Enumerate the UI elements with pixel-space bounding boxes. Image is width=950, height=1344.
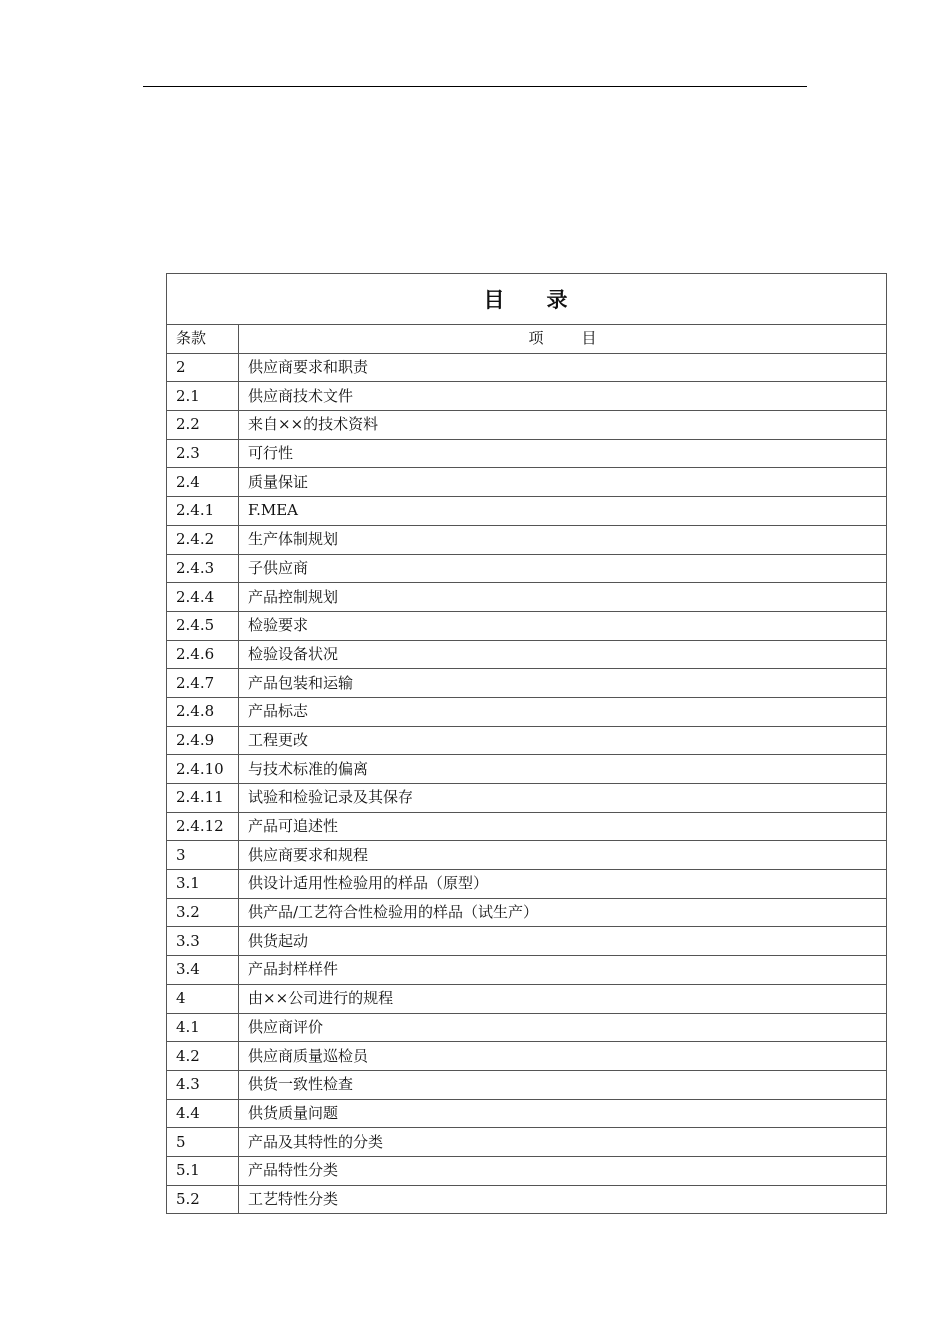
table-row <box>167 1070 887 1099</box>
table-row <box>167 525 887 554</box>
table-row <box>167 497 887 526</box>
clause-title: 生产体制规划 <box>239 525 887 554</box>
table-row <box>167 898 887 927</box>
clause-number: 2.4.8 <box>167 697 239 726</box>
clause-title: 工程更改 <box>239 726 887 755</box>
clause-title: 产品特性分类 <box>239 1156 887 1185</box>
clause-title: 供货起动 <box>239 927 887 956</box>
clause-number: 3.4 <box>167 956 239 985</box>
clause-number: 2.3 <box>167 439 239 468</box>
table-row <box>167 439 887 468</box>
clause-number: 4.4 <box>167 1099 239 1128</box>
table-row <box>167 726 887 755</box>
table-row <box>167 1128 887 1157</box>
toc-title-char-1: 目 <box>483 286 507 312</box>
clause-title: 供应商技术文件 <box>239 382 887 411</box>
clause-title: 检验设备状况 <box>239 640 887 669</box>
clause-number: 2.4.6 <box>167 640 239 669</box>
clause-title: 供设计适用性检验用的样品（原型） <box>239 870 887 899</box>
clause-number: 3.1 <box>167 870 239 899</box>
clause-title: 产品可追述性 <box>239 812 887 841</box>
clause-number: 4.3 <box>167 1070 239 1099</box>
clause-number: 4.1 <box>167 1013 239 1042</box>
column-header-item <box>239 325 887 354</box>
table-row <box>167 554 887 583</box>
clause-title: 产品及其特性的分类 <box>239 1128 887 1157</box>
table-row <box>167 611 887 640</box>
clause-title: 供产品/工艺符合性检验用的样品（试生产） <box>239 898 887 927</box>
clause-number: 5.2 <box>167 1185 239 1214</box>
clause-title: 供应商要求和规程 <box>239 841 887 870</box>
clause-number: 2.4.4 <box>167 583 239 612</box>
clause-number: 2.4.2 <box>167 525 239 554</box>
clause-number: 2.4.11 <box>167 784 239 813</box>
toc-header-row <box>167 325 887 354</box>
clause-number: 5.1 <box>167 1156 239 1185</box>
clause-title: F.MEA <box>239 497 887 526</box>
clause-number: 2.4.1 <box>167 497 239 526</box>
clause-number: 2 <box>167 353 239 382</box>
table-row <box>167 841 887 870</box>
clause-number: 2.4.5 <box>167 611 239 640</box>
clause-title: 由××公司进行的规程 <box>239 984 887 1013</box>
clause-title: 工艺特性分类 <box>239 1185 887 1214</box>
clause-title: 试验和检验记录及其保存 <box>239 784 887 813</box>
table-row <box>167 812 887 841</box>
column-header-clause: 条款 <box>167 325 239 354</box>
column-header-item-char-2: 目 <box>581 329 597 348</box>
clause-number: 5 <box>167 1128 239 1157</box>
toc-title-row <box>167 274 887 325</box>
clause-number: 2.4.7 <box>167 669 239 698</box>
toc-body <box>167 353 887 1214</box>
clause-title: 检验要求 <box>239 611 887 640</box>
table-row <box>167 984 887 1013</box>
clause-title: 产品控制规划 <box>239 583 887 612</box>
clause-number: 2.4.10 <box>167 755 239 784</box>
table-row <box>167 956 887 985</box>
clause-title: 供应商质量巡检员 <box>239 1042 887 1071</box>
clause-number: 2.1 <box>167 382 239 411</box>
table-row <box>167 755 887 784</box>
column-header-item-char-1: 项 <box>528 329 544 348</box>
clause-title: 产品包装和运输 <box>239 669 887 698</box>
clause-title: 可行性 <box>239 439 887 468</box>
table-row <box>167 411 887 440</box>
table-row <box>167 1099 887 1128</box>
clause-number: 2.4 <box>167 468 239 497</box>
clause-number: 3 <box>167 841 239 870</box>
header-rule <box>143 86 807 87</box>
clause-title: 供应商要求和职责 <box>239 353 887 382</box>
clause-title: 产品封样样件 <box>239 956 887 985</box>
toc-title-char-2: 录 <box>546 286 570 312</box>
clause-number: 3.3 <box>167 927 239 956</box>
clause-number: 2.4.3 <box>167 554 239 583</box>
table-row <box>167 784 887 813</box>
clause-number: 2.4.12 <box>167 812 239 841</box>
clause-number: 3.2 <box>167 898 239 927</box>
table-row <box>167 1185 887 1214</box>
table-row <box>167 353 887 382</box>
clause-number: 2.4.9 <box>167 726 239 755</box>
clause-title: 产品标志 <box>239 697 887 726</box>
table-of-contents <box>166 273 887 1214</box>
table-row <box>167 583 887 612</box>
table-row <box>167 1013 887 1042</box>
table-row <box>167 640 887 669</box>
table-row <box>167 1042 887 1071</box>
table-row <box>167 927 887 956</box>
clause-title: 与技术标准的偏离 <box>239 755 887 784</box>
table-row <box>167 669 887 698</box>
clause-title: 供货质量问题 <box>239 1099 887 1128</box>
clause-title: 子供应商 <box>239 554 887 583</box>
clause-title: 供货一致性检查 <box>239 1070 887 1099</box>
clause-number: 4.2 <box>167 1042 239 1071</box>
clause-title: 来自××的技术资料 <box>239 411 887 440</box>
clause-number: 2.2 <box>167 411 239 440</box>
clause-title: 供应商评价 <box>239 1013 887 1042</box>
table-row <box>167 468 887 497</box>
toc-title <box>167 274 887 325</box>
table-row <box>167 870 887 899</box>
clause-number: 4 <box>167 984 239 1013</box>
table-row <box>167 697 887 726</box>
clause-title: 质量保证 <box>239 468 887 497</box>
table-row <box>167 382 887 411</box>
table-row <box>167 1156 887 1185</box>
